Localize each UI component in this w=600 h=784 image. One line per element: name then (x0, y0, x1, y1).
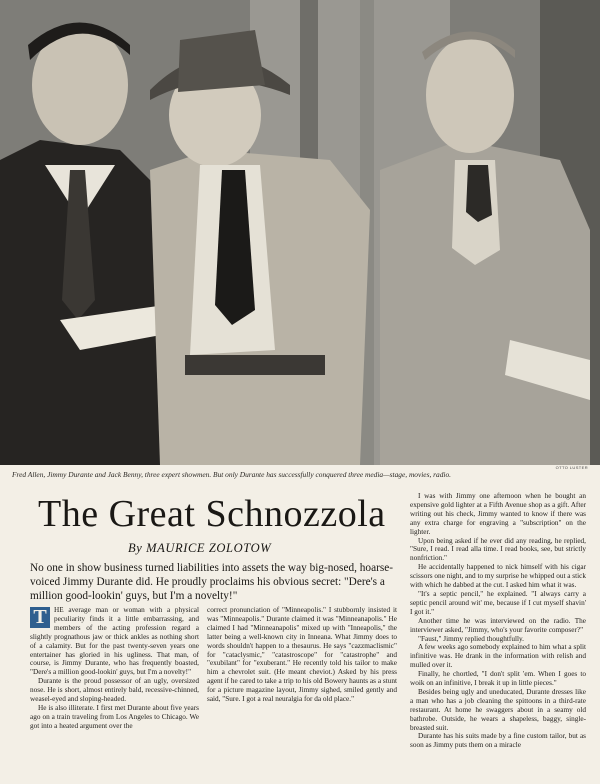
article-column-3 (410, 492, 586, 782)
paragraph: Another time he was interviewed on the radio. The interviewer asked, "Jimmy, who's your favorite composer?" (410, 616, 586, 634)
article-title: The Great Schnozzola (38, 493, 386, 535)
drop-cap: T (30, 607, 50, 628)
paragraph: I was with Jimmy one afternoon when he bought an expensive gold lighter at a Fifth Avenue shop as a gift. After writing out his check, Jimmy wanted to know if there was any extra charge for engraving a "subscription" on the lighter. (410, 492, 586, 536)
paragraph: He is also illiterate. I first met Durante about five years ago on a train traveling from Los Angeles to Chicago. We got into a heated argument over the (30, 703, 199, 730)
article-column-1 (30, 606, 199, 782)
paragraph: "Faust," Jimmy replied thoughtfully. (418, 634, 524, 643)
paragraph (30, 606, 199, 677)
article-intro: No one in show business turned liabilities into assets the way big-nosed, hoarse-voiced Jimmy Durante did. He proudly proclaims his obvious secret: "Dere's a million good-lookin' guys, but I'm a novelty!" (30, 562, 394, 602)
paragraph: "It's a septic pencil," he explained. "I always carry a septic pencil around wit' me, because if I cut myself shavin' I got it." (410, 589, 586, 616)
paragraph: Upon being asked if he ever did any reading, he replied, "Sure, I read. I read alla time. I read books, see, but strictly nonfriction." (410, 536, 586, 563)
article-column-2 (207, 606, 397, 782)
paragraph: Durante has his suits made by a fine custom tailor, but as soon as Jimmy puts them on a miracle (410, 732, 586, 750)
paragraph: Besides being ugly and uneducated, Durante dresses like a man who has a job cleaning the spittoons in a third-rate restaurant. At home he swaggers about in a seamy old bathrobe. Outside, he wears a shapeless, baggy, single-breasted suit. (410, 687, 586, 732)
paragraph: correct pronunciation of "Minneapolis." I stubbornly insisted it was "Minneapolis." Durante claimed it was "Minneanapolis." He claimed I had "Minneanapolis" mixed up with "Inneapolis," the latter being a well-known city in Inneana. What Jimmy does to words shouldn't happen to a thesaurus. He says "cazzmaclismic" for "cataclysmic," "catastroscope" for "catastrophe" and "exubilant" for "exuberant." He recently told his tailor to make him a chevrolet suit. (He meant cheviot.) Asked by his press agent if he cared to take a trip to his old Bowery haunts as a stunt for a picture magazine layout, Jimmy sighed, smiled gently and said, "Sure. I got a real neuralgia for da old place." (207, 606, 397, 704)
photo-caption: Fred Allen, Jimmy Durante and Jack Benny, three expert showmen. But only Durante has successfully conquered three media—stage, movies, radio. (12, 470, 452, 479)
photo-credit: OTTO LUSTER (555, 465, 588, 470)
paragraph: Finally, he chortled, "I don't split 'em. When I goes to woik on an infinitive, I break it up in little pieces." (410, 670, 586, 688)
paragraph-text: HE average man or woman with a physical peculiarity finds it a little embarrassing, and members of the acting profession regard a slightly prognathous jaw or thick ankles as nothing short of a calamity. But for the past twenty-seven years one entertainer has gloried in his ugliness. That man, of course, is Jimmy Durante, who has frequently boasted, "Dere's a million good-lookin' guys, but I'm a novelty!" (30, 606, 199, 677)
paragraph: He accidentally happened to nick himself with his cigar scissors one night, and to my surprise he whipped out a stick with which he dabbed at the cut. I asked him what it was. (410, 563, 586, 590)
paragraph: A few weeks ago somebody explained to him what a split infinitive was. He drank in the information with relish and mulled over it. (410, 643, 586, 670)
article-byline: By MAURICE ZOLOTOW (128, 541, 272, 555)
paragraph: Durante is the proud possessor of an ugly, oversized nose. He is short, almost entirely bald, recessive-chinned, weasel-eyed and sloping-headed. (30, 677, 199, 704)
